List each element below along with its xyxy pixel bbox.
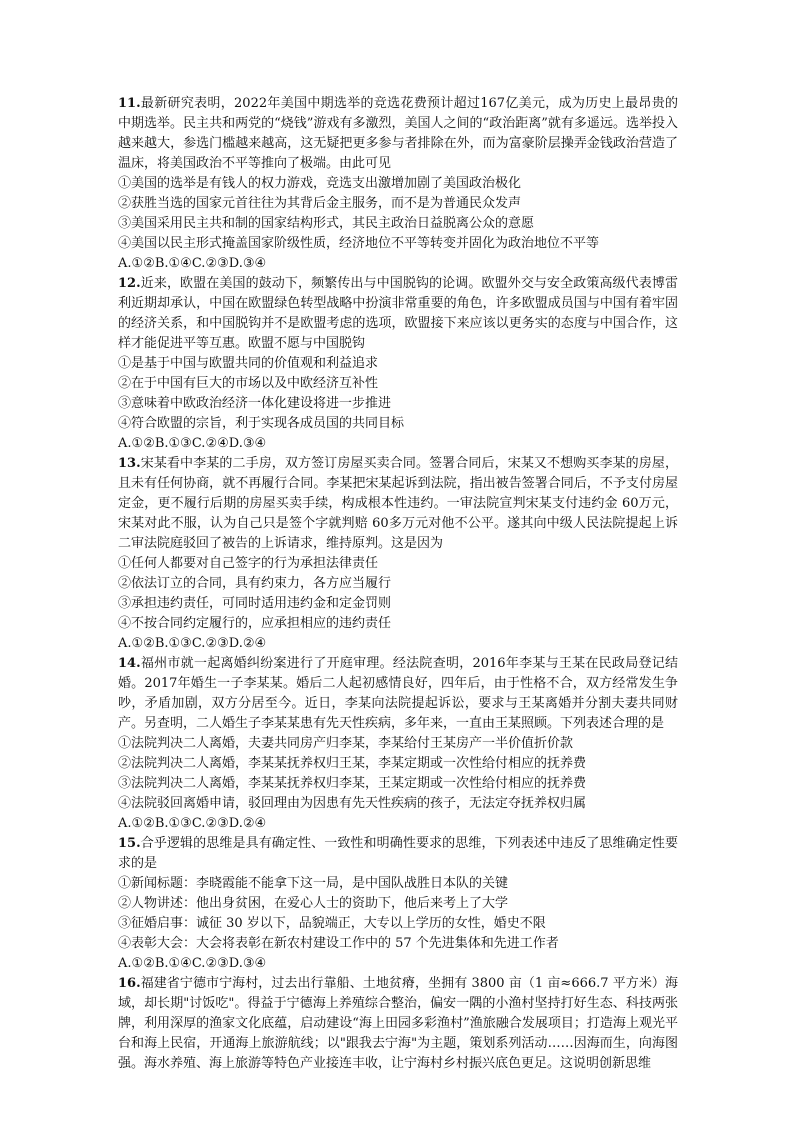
question-stem: [118, 94, 678, 174]
option-4: ④法院驳回离婚申请，驳回理由为因患有先天性疾病的孩子，无法定夺抚养权归属: [118, 796, 587, 811]
question-stem: [118, 274, 678, 354]
question-15: [118, 834, 678, 974]
option-3: ③法院判决二人离婚，李某某抚养权归李某，王某定期或一次性给付相应的抚养费: [118, 776, 587, 791]
option-2: ②法院判决二人离婚，李某某抚养权归王某，李某定期或一次性给付相应的抚养费: [118, 756, 587, 771]
question-text: 最新研究表明，2022年美国中期选举的竞选花费预计超过167亿美元，成为历史上最昂贵的中期选举。民主共和两党的“烧钱”游戏有多激烈，美国人之间的“政治距离”就有多遥远。选举投入越来越大，参选门槛越来越高，这无疑把更多参与者排除在外，而为富豪阶层操弄金钱政治营造了温床，将美国政治不平等推向了极端。由此可见: [118, 96, 678, 171]
answer-choices: A.①②B.①③C.②④D.③④: [118, 436, 267, 451]
question-number: 14.: [118, 656, 141, 671]
question-11: [118, 94, 678, 274]
option-2: ②人物讲述：他出身贫困，在爱心人士的资助下，他后来考上了大学: [118, 896, 509, 911]
question-text: 福建省宁德市宁海村，过去出行靠船、土地贫瘠，坐拥有 3800 亩（1 亩≈666.7 平方米）海域，却长期"讨饭吃"。得益于宁德海上养殖综合整治，偏安一隅的小渔村坚持打好生态、科技两张牌，利用深厚的渔家文化底蕴，启动建设“海上田园多彩渔村”渔旅融合发展项目；打造海上观光平台和海上民宿，开通海上旅游航线；以"跟我去宁海"为主题，策划系列活动……因海而生，向海图强。海水养殖、海上旅游等特色产业接连丰收，让宁海村乡村振兴底色更足。这说明创新思维: [118, 976, 678, 1071]
answer-choices: A.①②B.①③C.②③D.②④: [118, 636, 267, 651]
question-number: 11.: [118, 96, 141, 111]
option-3: ③美国采用民主共和制的国家结构形式，其民主政治日益脱离公众的意愿: [118, 216, 535, 231]
question-number: 12.: [118, 276, 141, 291]
question-14: [118, 654, 678, 834]
question-text: 合乎逻辑的思维是具有确定性、一致性和明确性要求的思维，下列表述中违反了思维确定性要求的是: [118, 836, 678, 871]
option-1: ①任何人都要对自己签字的行为承担法律责任: [118, 556, 379, 571]
question-13: [118, 454, 678, 654]
option-4: ④表彰大会：大会将表彰在新农村建设工作中的 57 个先进集体和先进工作者: [118, 936, 559, 951]
question-text: 福州市就一起离婚纠纷案进行了开庭审理。经法院查明，2016年李某与王某在民政局登记结婚。2017年婚生一子李某某。婚后二人起初感情良好，四年后，由于性格不合，双方经常发生争吵，矛盾加剧，双方分居至今。近日，李某向法院提起诉讼，要求与王某离婚并分割夫妻共同财产。另查明，二人婚生子李某某患有先天性疾病，多年来，一直由王某照顾。下列表述合理的是: [118, 656, 678, 731]
option-1: ①新闻标题：李晓霞能不能拿下这一局，是中国队战胜日本队的关键: [118, 876, 509, 891]
option-4: ④符合欧盟的宗旨，利于实现各成员国的共同目标: [118, 416, 405, 431]
option-1: ①法院判决二人离婚，夫妻共同房产归李某，李某给付王某房产一半价值折价款: [118, 736, 574, 751]
question-number: 16.: [118, 976, 141, 991]
question-text: 近来，欧盟在美国的鼓动下，频繁传出与中国脱钩的论调。欧盟外交与安全政策高级代表博雷利近期却承认，中国在欧盟绿色转型战略中扮演非常重要的角色，许多欧盟成员国与中国有着牢固的经济关系，和中国脱钩并不是欧盟考虑的选项，欧盟接下来应该以更务实的态度与中国合作，这样才能促进平等互惠。欧盟不愿与中国脱钩: [118, 276, 678, 351]
option-1: ①是基于中国与欧盟共同的价值观和利益追求: [118, 356, 379, 371]
option-2: ②在于中国有巨大的市场以及中欧经济互补性: [118, 376, 379, 391]
question-16: [118, 974, 678, 1074]
question-stem: [118, 654, 678, 734]
answer-choices: A.①②B.①④C.②③D.③④: [118, 956, 267, 971]
option-2: ②依法订立的合同，具有约束力，各方应当履行: [118, 576, 392, 591]
question-number: 15.: [118, 836, 141, 851]
option-3: ③承担违约责任，可同时适用违约金和定金罚则: [118, 596, 392, 611]
question-stem: [118, 834, 678, 874]
option-3: ③意味着中欧政治经济一体化建设将进一步推进: [118, 396, 392, 411]
option-4: ④美国以民主形式掩盖国家阶级性质，经济地位不平等转变并固化为政治地位不平等: [118, 236, 600, 251]
option-1: ①美国的选举是有钱人的权力游戏，竞选支出激增加剧了美国政治极化: [118, 176, 522, 191]
option-3: ③征婚启事：诚征 30 岁以下，品貌端正，大专以上学历的女性，婚史不限: [118, 916, 546, 931]
question-number: 13.: [118, 456, 141, 471]
answer-choices: A.①②B.①③C.②③D.②④: [118, 816, 267, 831]
option-4: ④不按合同约定履行的，应承担相应的违约责任: [118, 616, 392, 631]
question-list: [118, 94, 678, 1074]
question-stem: [118, 454, 678, 554]
answer-choices: A.①②B.①④C.②③D.③④: [118, 256, 267, 271]
question-text: 宋某看中李某的二手房，双方签订房屋买卖合同。签署合同后，宋某又不想购买李某的房屋，且未有任何协商，就不再履行合同。李某把宋某起诉到法院，指出被告签署合同后，不予支付房屋定金，更不履行后期的房屋买卖手续，构成根本性违约。一审法院宣判宋某支付违约金 60万元，宋某对此不服，认为自己只是签个字就判赔 60多万元对他不公平。遂其向中级人民法院提起上诉二审法院庭驳回了被告的上诉请求，维持原判。这是因为: [118, 456, 678, 551]
question-stem: [118, 974, 678, 1074]
option-2: ②获胜当选的国家元首往往为其背后金主服务，而不是为普通民众发声: [118, 196, 522, 211]
question-12: [118, 274, 678, 454]
